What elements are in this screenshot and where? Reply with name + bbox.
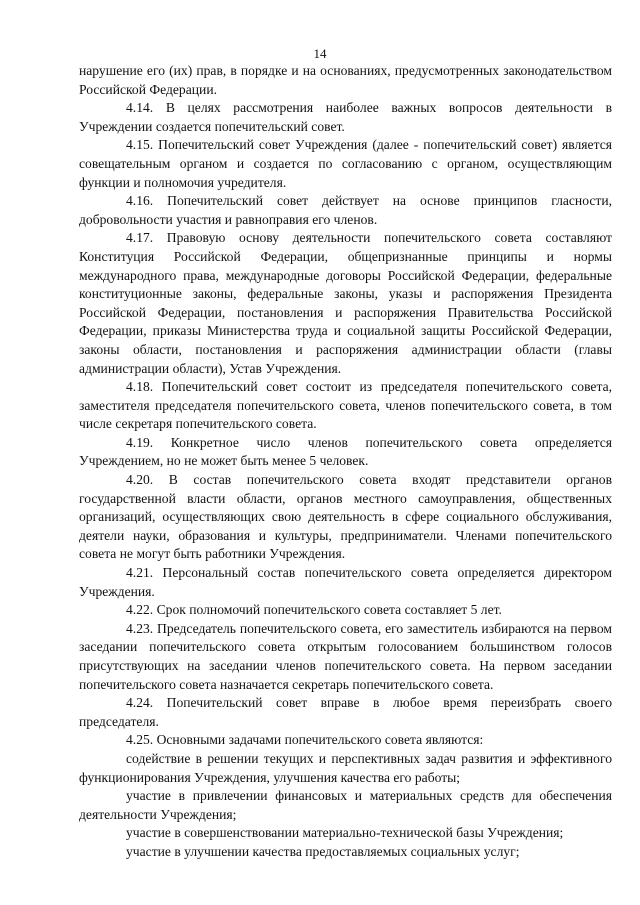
paragraph-4-24: 4.24. Попечительский совет вправе в любое время переизбрать своего председателя.: [79, 695, 612, 729]
paragraph-4-19: 4.19. Конкретное число членов попечительского совета определяется Учреждением, но не может быть менее 5 человек.: [79, 434, 612, 469]
list-item-task: участие в улучшении качества предоставляемых социальных услуг;: [126, 843, 520, 859]
list-item-task: участие в привлечении финансовых и материальных средств для обеспечения деятельности Учреждения;: [79, 788, 612, 822]
list-item-task: содействие в решении текущих и перспективных задач развития и эффективного функционирования Учреждения, улучшения качества его работы;: [79, 750, 612, 785]
paragraph-4-18: 4.18. Попечительский совет состоит из председателя попечительского совета, заместителя председателя попечительского совета, членов попечительского совета, в том числе секретаря попечительского совета.: [79, 379, 612, 432]
document-body: [79, 62, 612, 862]
list-item-task: участие в совершенствовании материально-технической базы Учреждения;: [126, 825, 564, 841]
paragraph-4-25: 4.25. Основными задачами попечительского совета являются:: [126, 732, 484, 748]
paragraph-4-17: 4.17. Правовую основу деятельности попечительского совета составляют Конституция Российской Федерации, общепризнанные принципы и нормы международного права, международные договоры Российской Федерации, федеральные конституционные законы, федеральные законы, указы и распоряжения Президента Российской Федерации, постановления и распоряжения Правительства Российской Федерации, приказы Министерства труда и социальной защиты Российской Федерации, законы области, постановления и распоряжения администрации области (главы администрации области), Устав Учреждения.: [79, 230, 612, 376]
page-number: 14: [313, 46, 327, 61]
paragraph-4-16: 4.16. Попечительский совет действует на основе принципов гласности, добровольности участия и равноправия его членов.: [79, 193, 612, 227]
paragraph-4-23: 4.23. Председатель попечительского совета, его заместитель избираются на первом заседании попечительского совета открытым голосованием большинством голосов присутствующих на заседании членов попечительского совета. На первом заседании попечительского совета назначается секретарь попечительского совета.: [79, 620, 612, 692]
paragraph-4-20: 4.20. В состав попечительского совета входят представители органов государственной власти области, органов местного самоуправления, общественных организаций, осуществляющих свою деятельность в сфере социального обслуживания, деятели науки, образования и культуры, предприниматели. Членами попечительского совета не могут быть работники Учреждения.: [79, 472, 612, 562]
paragraph-continuation: нарушение его (их) прав, в порядке и на основаниях, предусмотренных законодательством Российской Федерации.: [79, 63, 612, 97]
paragraph-4-21: 4.21. Персональный состав попечительского совета определяется директором Учреждения.: [79, 565, 612, 599]
paragraph-4-14: 4.14. В целях рассмотрения наиболее важных вопросов деятельности в Учреждении создается попечительский совет.: [79, 100, 612, 134]
paragraph-4-15: 4.15. Попечительский совет Учреждения (далее - попечительский совет) является совещательным органом и создается по согласованию с органом, осуществляющим функции и полномочия учредителя.: [79, 137, 612, 190]
paragraph-4-22: 4.22. Срок полномочий попечительского совета составляет 5 лет.: [126, 602, 502, 618]
